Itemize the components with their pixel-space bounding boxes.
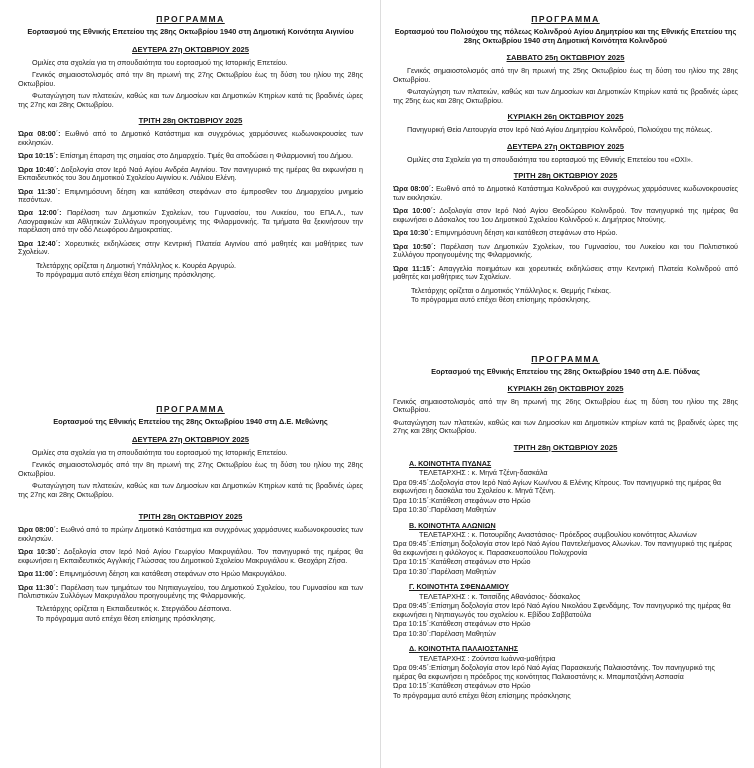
event-time: Ώρα 11:30΄:: [18, 186, 61, 196]
day-heading: ΤΡΙΤΗ 28η ΟΚΤΩΒΡΙΟΥ 2025: [138, 116, 243, 126]
event-desc: Επιμνημόσυνη δέηση και κατάθεση στεφάνων στο έμπροσθεν του Δημαρχείου μνημείο πεσόντων.: [18, 186, 363, 204]
ceremony-master: ΤΕΛΕΤΑΡΧΗΣ : Ζούντσα Ιωάννα-μαθήτρια: [419, 653, 556, 663]
event-item: [18, 209, 363, 234]
event-desc: Δοξολογία στον Ιερό Ναό Αγίου Γεωργίου Μακρυγιάλου. Τον πανηγυρικό της ημέρας θα εκφωνήσει η Εκπαιδευτικός Αγγλικής Γλώσσας του Δημοτικού Σχολείου Μακρυγιάλου κ. Θεοχάρη Ζήσα.: [18, 547, 363, 565]
schedule-line: Ώρα 10:15΄:Κατάθεση στεφάνων στο Ηρώο: [393, 557, 531, 567]
program-methoni: [18, 404, 363, 764]
event-item: [18, 240, 363, 257]
event-item: [18, 548, 363, 565]
program-header: ΠΡΟΓΡΑΜΜΑ: [531, 354, 600, 364]
program-subtitle: Εορτασμού της Εθνικής Επετείου της 28ης Οκτωβρίου 1940 στη Δημοτική Κοινότητα Αιγινίου: [27, 27, 354, 37]
day-heading: ΔΕΥΤΕΡΑ 27η ΟΚΤΩΒΡΙΟΥ 2025: [507, 141, 624, 151]
program-kolindros: [393, 14, 738, 354]
invitation-note: Το πρόγραμμα αυτό επέχει θέση επίσημης πρόσκλησης.: [411, 295, 591, 305]
paragraph: Γενικός σημαιοστολισμός από την 8η πρωινή της 26ης Οκτωβρίου έως τη δύση του ηλίου της 28ης Οκτωβρίου.: [393, 396, 738, 415]
column-divider: [380, 0, 381, 768]
event-item: [393, 185, 738, 202]
paragraph: Πανηγυρική Θεία Λειτουργία στον Ιερό Ναό Αγίου Δημητρίου Κολινδρού, Πολιούχου της πόλεως.: [407, 125, 713, 135]
event-time: Ώρα 11:15΄:: [393, 263, 435, 273]
paragraph: Γενικός σημαιοστολισμός από την 8η πρωινή της 27ης Οκτωβρίου έως τη δύση του ηλίου της 28ης Οκτωβρίου.: [18, 460, 363, 478]
day-heading: ΤΡΙΤΗ 28η ΟΚΤΩΒΡΙΟΥ 2025: [138, 512, 243, 522]
day-heading: ΔΕΥΤΕΡΑ 27η ΟΚΤΩΒΡΙΟΥ 2025: [132, 434, 249, 444]
village-block: [393, 460, 738, 515]
event-time: Ώρα 08:00΄:: [18, 129, 61, 139]
day-heading: ΤΡΙΤΗ 28η ΟΚΤΩΒΡΙΟΥ 2025: [513, 171, 618, 181]
event-desc: Χορευτικές εκδηλώσεις στην Κεντρική Πλατεία Αιγινίου από μαθητές και μαθήτριες των Σχολείων.: [18, 238, 363, 257]
event-time: Ώρα 08:00΄:: [18, 525, 59, 535]
event-desc: Δοξολογία στον Ιερό Ναό Αγίου Ανδρέα Αιγινίου. Τον πανηγυρικό της ημέρας θα εκφωνήσει η Εκπαιδευτικός του 3ου Δημοτικού Σχολείου Αιγινίου κ. Λιόλιου Ελένη.: [18, 164, 363, 183]
event-time: Ώρα 10:30΄:: [393, 228, 434, 238]
schedule-line: Ώρα 09:45΄:Επίσημη δοξολογία στον Ιερό Ναό Αγίου Παντελεήμονος Αλωνίων. Τον πανηγυρικό της ημέρας θα εκφωνήσει η φιλόλογος κ. Παρασκευοπούλου Πολυχρονία: [393, 539, 732, 557]
event-item: [18, 188, 363, 205]
event-time: Ώρα 11:30΄:: [18, 582, 59, 592]
event-desc: Παρέλαση των τμημάτων του Νηπιαγωγείου, του Δημοτικού Σχολείου, του Γυμνασίου και των Πολιτιστικών Συλλόγων Μακρυγιάλου προηγουμένης της Φιλαρμονικής.: [18, 582, 363, 600]
event-desc: Εωθινό από το Δημοτικό Κατάστημα Κολινδρού και συγχρόνως χαρμόσυνες κωδωνοκρουσίες των εκκλησιών.: [393, 184, 738, 202]
ceremony-master: ΤΕΛΕΤΑΡΧΗΣ : κ. Ποτουρίδης Αναστάσιος- Πρόεδρος συμβουλίου κοινότητας Αλωνίων: [419, 529, 697, 539]
program-header: ΠΡΟΓΡΑΜΜΑ: [156, 404, 225, 414]
paragraph: Φωταγώγηση των πλατειών, καθώς και των Δημοσίων και Δημοτικών Κτηρίων κατά τις βραδινές ώρες της 25ης έως και 28ης Οκτωβρίου.: [393, 87, 738, 105]
event-item: [18, 526, 363, 543]
event-desc: Επιμνημόσυνη δέηση και κατάθεση στεφάνων στο Ηρώο.: [433, 228, 618, 238]
schedule-line: Ώρα 10:15΄:Κατάθεση στεφάνων στο Ηρώο: [393, 681, 531, 691]
event-time: Ώρα 10:15΄:: [18, 151, 59, 161]
day-heading: ΔΕΥΤΕΡΑ 27η ΟΚΤΩΒΡΙΟΥ 2025: [132, 44, 249, 54]
event-desc: Απαγγελία ποιημάτων και χορευτικές εκδηλώσεις στην Κεντρική Πλατεία Κολινδρού από μαθητές και μαθήτριες των Σχολείων.: [393, 263, 738, 282]
event-time: Ώρα 12:40΄:: [18, 238, 61, 248]
paragraph: Γενικός σημαιοστολισμός από την 8η πρωινή της 25ης Οκτωβρίου έως τη δύση του ηλίου της 28ης Οκτωβρίου.: [393, 66, 738, 84]
paragraph: Φωταγώγηση των πλατειών, καθώς και των Δημοσίων και Δημοτικών Κτηρίων κατά τις βραδινές ώρες της 27ης και 28ης Οκτωβρίου.: [18, 481, 363, 499]
schedule-line: Ώρα 10:30΄:Παρέλαση Μαθητών: [393, 566, 496, 576]
village-name: Γ. ΚΟΙΝΟΤΗΤΑ ΣΦΕΝΔΑΜΙΟΥ: [409, 582, 510, 592]
schedule-line: Ώρα 09:45΄:Δοξολογία στον Ιερό Ναό Αγίων Κων/νου & Ελένης Κίτρους. Τον πανηγυρικό της ημέρας θα εκφωνήσει η δασκάλα του Σχολείου κ. Μηνά Τζένη.: [393, 477, 722, 496]
paragraph: Ομιλίες στα Σχολεία για τη σπουδαιότητα του εορτασμού της Εθνικής Επετείου του «ΟΧΙ».: [407, 154, 693, 164]
event-item: [393, 243, 738, 260]
paragraph: Ομιλίες στα σχολεία για τη σπουδαιότητα του εορτασμού της Ιστορικής Επετείου.: [32, 57, 288, 67]
program-subtitle: Εορτασμού της Εθνικής Επετείου της 28ης Οκτωβρίου 1940 στη Δ.Ε. Πύδνας: [431, 367, 700, 377]
program-header: ΠΡΟΓΡΑΜΜΑ: [531, 14, 600, 24]
event-item: [393, 207, 738, 224]
event-item: [393, 229, 738, 237]
event-item: [18, 166, 363, 183]
event-time: Ώρα 10:40΄:: [18, 164, 59, 174]
schedule-line: Ώρα 10:15΄:Κατάθεση στεφάνων στο Ηρώο: [393, 619, 531, 629]
ceremony-master: Τελετάρχης ορίζεται η Εκπαιδευτικός κ. Στεργιάδου Δέσποινα.: [36, 604, 232, 614]
village-name: Α. ΚΟΙΝΟΤΗΤΑ ΠΥΔΝΑΣ: [409, 458, 492, 468]
event-desc: Επίσημη έπαρση της σημαίας στο Δημαρχείο. Τιμές θα αποδώσει η Φιλαρμονική του Δήμου.: [58, 151, 353, 161]
village-name: Δ. ΚΟΙΝΟΤΗΤΑ ΠΑΛΑΙΟΣΤΑΝΗΣ: [409, 644, 519, 654]
event-time: Ώρα 10:50΄:: [393, 241, 436, 251]
paragraph: Φωταγώγηση των πλατειών, καθώς και των Δημοσίων και Δημοτικών Κτηρίων κατά τις βραδινές ώρες της 27ης και 28ης Οκτωβρίου.: [18, 91, 363, 109]
event-item: [18, 152, 363, 160]
program-header: ΠΡΟΓΡΑΜΜΑ: [156, 14, 225, 24]
event-time: Ώρα 10:00΄:: [393, 206, 436, 216]
event-desc: Επιμνημόσυνη δέηση και κατάθεση στεφάνων στο Ηρώο Μακρυγιάλου.: [57, 569, 287, 579]
schedule-line: Ώρα 10:30΄:Παρέλαση Μαθητών: [393, 505, 496, 515]
village-block: [393, 645, 738, 690]
ceremony-master: ΤΕΛΕΤΑΡΧΗΣ : κ. Μηνά Τζένη-δασκάλα: [419, 468, 548, 478]
day-heading: ΚΥΡΙΑΚΗ 26η ΟΚΤΩΒΡΙΟΥ 2025: [507, 383, 624, 393]
event-time: Ώρα 08:00΄:: [393, 184, 434, 194]
day-heading: ΤΡΙΤΗ 28η ΟΚΤΩΒΡΙΟΥ 2025: [513, 442, 618, 452]
program-subtitle: Εορτασμού του Πολιούχου της πόλεως Κολινδρού Αγίου Δημητρίου και της Εθνικής Επετείου της 28ης Οκτωβρίου 1940 στη Δημοτική Κοινότητα Κολινδρού: [394, 27, 737, 45]
program-pydna: [393, 354, 738, 766]
event-time: Ώρα 11:00΄:: [18, 569, 58, 579]
paragraph: Γενικός σημαιοστολισμός από την 8η πρωινή της 27ης Οκτωβρίου έως τη δύση του ηλίου της 28ης Οκτωβρίου.: [18, 70, 363, 88]
village-block: [393, 522, 738, 577]
event-item: [393, 265, 738, 282]
event-time: Ώρα 12:00΄:: [18, 208, 62, 218]
event-time: Ώρα 10:30΄:: [18, 547, 61, 557]
village-name: Β. ΚΟΙΝΟΤΗΤΑ ΑΛΩΝΙΩΝ: [409, 520, 496, 530]
invitation-note: Το πρόγραμμα αυτό επέχει θέση επίσημης πρόσκλησης: [393, 690, 571, 700]
day-heading: ΚΥΡΙΑΚΗ 26η ΟΚΤΩΒΡΙΟΥ 2025: [507, 112, 624, 122]
schedule-line: Ώρα 10:15΄:Κατάθεση στεφάνων στο Ηρώο: [393, 495, 531, 505]
ceremony-master: ΤΕΛΕΤΑΡΧΗΣ : κ. Τσιτσίδης Αθανάσιος- δάσκαλος: [419, 591, 581, 601]
ceremony-master: Τελετάρχης ορίζεται η Δημοτική Υπάλληλος κ. Κουρέα Αργυρώ.: [36, 260, 236, 270]
event-desc: Δοξολογία στον Ιερό Ναό Αγίου Θεοδώρου Κολινδρού. Τον πανηγυρικό της ημέρας θα εκφωνήσει ο Δάσκαλος του 1ου Δημοτικού Σχολείου Κολινδρού κ. Δημήτριος Ντούνης.: [393, 206, 738, 224]
village-block: [393, 583, 738, 638]
program-subtitle: Εορτασμού της Εθνικής Επετείου της 28ης Οκτωβρίου 1940 στη Δ.Ε. Μεθώνης: [53, 417, 328, 427]
program-aiginio: [18, 14, 363, 392]
day-heading: ΣΑΒΒΑΤΟ 25η ΟΚΤΩΒΡΙΟΥ 2025: [506, 53, 625, 63]
event-item: [18, 130, 363, 147]
event-item: [18, 584, 363, 601]
ceremony-master: Τελετάρχης ορίζεται ο Δημοτικός Υπάλληλος κ. Θεμμής Γκέκας.: [411, 285, 611, 295]
invitation-note: Το πρόγραμμα αυτό επέχει θέση επίσημης πρόσκλησης.: [36, 270, 216, 280]
event-desc: Εωθινό από το πρώην Δημοτικό Κατάστημα και συγχρόνως χαρμόσυνες κωδωνοκρουσίες των εκκλησιών.: [18, 525, 363, 543]
event-item: [18, 570, 363, 578]
schedule-line: Ώρα 09:45΄:Επίσημη δοξολογία στον Ιερό Ναό Αγίου Νικολάου Σφενδάμης. Τον πανηγυρικό της ημέρας θα εκφωνήσει η Νηπιαγωγός του σχολείου κ. Εβίδου Σαββατούλα: [393, 601, 731, 619]
paragraph: Ομιλίες στα σχολεία για τη σπουδαιότητα του εορτασμού της Ιστορικής Επετείου.: [32, 447, 288, 457]
event-desc: Παρέλαση των Δημοτικών Σχολείων, του Γυμνασίου, του Λυκείου, του ΕΠΑ.Λ., των Λαογραφικών και Αθλητικών Συλλόγων προηγουμένης της Φιλαρμονικής. Τα τμήματα θα ξεκινήσουν την παρέλαση από την οδό Λεωφόρου Δημοκρατίας.: [18, 208, 363, 235]
schedule-line: Ώρα 09:45΄:Επίσημη δοξολογία στον Ιερό Ναό Αγίας Παρασκευής Παλαιοστάνης. Τον πανηγυρικό της ημέρας θα εκφωνήσει η πρόεδρος της κοινότητας Παλαιοστάνης κ. Μπαμπατζιάνη Ασπασία: [393, 663, 715, 681]
schedule-line: Ώρα 10:30΄:Παρέλαση Μαθητών: [393, 628, 496, 638]
paragraph: Φωταγώγηση των πλατειών, καθώς και των Δημοσίων και Δημοτικών κτηρίων κατά τις βραδινές ώρες της 27ης και 28ης Οκτωβρίου.: [393, 417, 738, 436]
event-desc: Παρέλαση των Δημοτικών Σχολείων, του Γυμνασίου, του Λυκείου και του Πολιτιστικού Συλλόγου προηγουμένης της Φιλαρμονικής.: [393, 241, 738, 260]
invitation-note: Το πρόγραμμα αυτό επέχει θέση επίσημης πρόσκλησης.: [36, 613, 216, 623]
event-desc: Εωθινό από το Δημοτικό Κατάστημα και συγχρόνως χαρμόσυνες κωδωνοκρουσίες των εκκλησιών.: [18, 129, 363, 147]
